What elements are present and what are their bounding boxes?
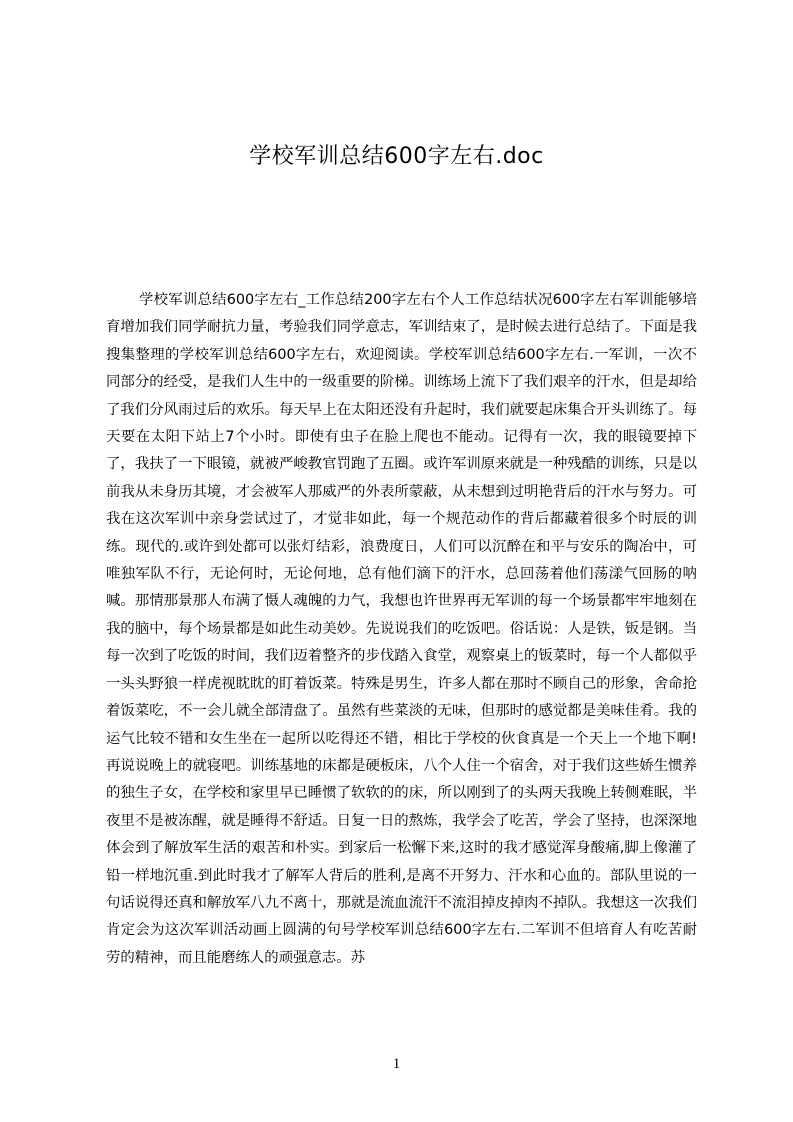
page-number: 1 xyxy=(392,1056,401,1072)
body-paragraph: 学校军训总结600字左右_工作总结200字左右个人工作总结状况600字左右军训能够培育增加我们同学耐抗力量，考验我们同学意志，军训结束了，是时候去进行总结了。下面是我搜集整理的学校军训总结600字左右，欢迎阅读。学校军训总结600字左右.一军训，一次不同部分的经受，是我们人生中的一级重要的阶梯。训练场上流下了我们艰辛的汗水，但是却给了我们分风雨过后的欢乐。每天早上在太阳还没有升起时，我们就要起床集合开头训练了。每天要在太阳下站上7个小时。即使有虫子在脸上爬也不能动。记得有一次，我的眼镜要掉下了，我扶了一下眼镜，就被严峻教官罚跑了五圈。或许军训原来就是一种残酷的训练，只是以前我从未身历其境，才会被军人那威严的外表所蒙蔽，从未想到过明艳背后的汗水与努力。可我在这次军训中亲身尝试过了，才觉非如此，每一个规范动作的背后都藏着很多个时辰的训练。现代的.或许到处都可以张灯结彩，浪费度日，人们可以沉醉在和平与安乐的陶冶中，可唯独军队不行，无论何时，无论何地，总有他们滴下的汗水，总回荡着他们荡漾气回肠的呐喊。那情那景那人布满了慑人魂魄的力气，我想也许世界再无军训的每一个场景都牢牢地刻在我的脑中，每个场景都是如此生动美妙。先说说我们的吃饭吧。俗话说：人是铁，钣是钢。当每一次到了吃饭的时间，我们迈着整齐的步伐踏入食堂，观察桌上的钣菜时，每一个人都似乎一头头野狼一样虎视眈眈的盯着饭菜。特殊是男生，许多人都在那时不顾自己的形象，舍命抢着饭菜吃，不一会儿就全部清盘了。虽然有些菜淡的无味，但那时的感觉都是美味佳肴。我的运气比较不错和女生坐在一起所以吃得还不错，相比于学校的伙食真是一个天上一个地下啊!再说说晚上的就寝吧。训练基地的床都是硬板床，八个人住一个宿舍，对于我们这些娇生惯养的独生子女，在学校和家里早已睡惯了软软的的床，所以刚到了的头两天我晚上转侧难眠，半夜里不是被冻醒，就是睡得不舒适。日复一日的熬炼，我学会了吃苦，学会了坚持，也深深地体会到了解放军生活的艰苦和朴实。到家后一松懈下来,这时的我才感觉浑身酸痛,脚上像灌了铅一样地沉重.到此时我才了解军人背后的胜利,是离不开努力、汗水和心血的。部队里说的一句话说得还真和解放军八九不离十，那就是流血流汗不流泪掉皮掉肉不掉队。我想这一次我们肯定会为这次军训活动画上圆满的句号学校军训总结600字左右.二军训不但培育人有吃苦耐劳的精神，而且能磨练人的顽强意志。苏 xyxy=(106,292,697,966)
document-title: 学校军训总结600字左右.doc xyxy=(249,144,544,169)
